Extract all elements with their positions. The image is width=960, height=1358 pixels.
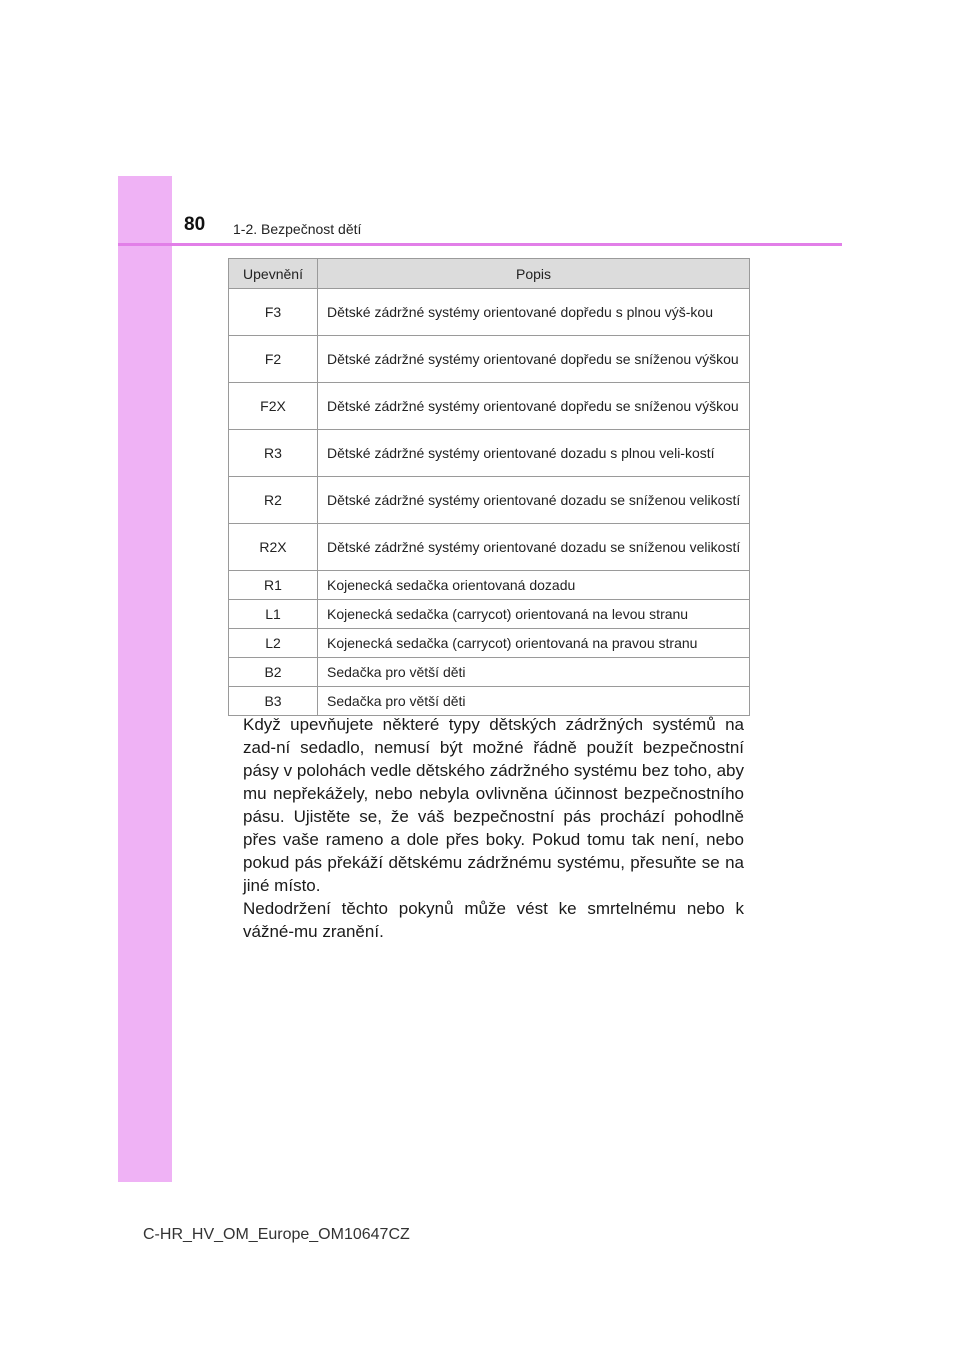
row-description: Dětské zádržné systémy orientované dozadu se sníženou velikostí bbox=[318, 524, 750, 571]
row-description: Kojenecká sedačka orientovaná dozadu bbox=[318, 571, 750, 600]
row-code: R1 bbox=[229, 571, 318, 600]
row-code: F2X bbox=[229, 383, 318, 430]
side-tab-band bbox=[118, 176, 172, 1182]
row-code: F3 bbox=[229, 289, 318, 336]
table-row bbox=[229, 383, 750, 430]
row-code: R2 bbox=[229, 477, 318, 524]
row-description: Dětské zádržné systémy orientované dopředu se sníženou výškou bbox=[318, 383, 750, 430]
table-row bbox=[229, 336, 750, 383]
row-description: Kojenecká sedačka (carrycot) orientovaná na levou stranu bbox=[318, 600, 750, 629]
note-paragraph: Když upevňujete některé typy dětských zádržných systémů na zad-ní sedadlo, nemusí být možné řádně použít bezpečnostní pásy v polohách vedle dětského zádržného systému bez toho, aby mu nepřekážely, nebo nebyla ovlivněna účinnost bezpečnostního pásu. Ujistěte se, že váš bezpečnostní pás prochází pohodlně přes vaše rameno a dole přes boky. Pokud tomu tak není, nebo pokud pás překáží dětskému zádržnému systému, přesuňte se na jiné místo. bbox=[243, 715, 744, 895]
table-row bbox=[229, 524, 750, 571]
footer-doc-code: C-HR_HV_OM_Europe_OM10647CZ bbox=[143, 1226, 410, 1243]
table-row bbox=[229, 477, 750, 524]
section-title: 1-2. Bezpečnost dětí bbox=[233, 221, 362, 237]
table-row bbox=[229, 629, 750, 658]
page-number: 80 bbox=[184, 214, 206, 235]
column-header-mounting: Upevnění bbox=[229, 259, 318, 289]
row-code: B3 bbox=[229, 687, 318, 716]
table-header-row bbox=[229, 259, 750, 289]
row-description: Dětské zádržné systémy orientované dopředu s plnou výš-kou bbox=[318, 289, 750, 336]
warning-note bbox=[243, 713, 744, 943]
row-code: L2 bbox=[229, 629, 318, 658]
restraint-type-table bbox=[228, 258, 750, 716]
table-row bbox=[229, 600, 750, 629]
table-row bbox=[229, 430, 750, 477]
table-row bbox=[229, 289, 750, 336]
row-description: Sedačka pro větší děti bbox=[318, 658, 750, 687]
row-description: Dětské zádržné systémy orientované dopředu se sníženou výškou bbox=[318, 336, 750, 383]
row-code: B2 bbox=[229, 658, 318, 687]
row-code: F2 bbox=[229, 336, 318, 383]
column-header-description: Popis bbox=[318, 259, 750, 289]
note-paragraph: Nedodržení těchto pokynů může vést ke smrtelnému nebo k vážné-mu zranění. bbox=[243, 899, 744, 941]
row-code: R3 bbox=[229, 430, 318, 477]
row-description: Kojenecká sedačka (carrycot) orientovaná na pravou stranu bbox=[318, 629, 750, 658]
table-row bbox=[229, 658, 750, 687]
header-rule bbox=[118, 243, 842, 246]
row-code: R2X bbox=[229, 524, 318, 571]
table-row bbox=[229, 687, 750, 716]
row-description: Sedačka pro větší děti bbox=[318, 687, 750, 716]
row-description: Dětské zádržné systémy orientované dozadu s plnou veli-kostí bbox=[318, 430, 750, 477]
table-row bbox=[229, 571, 750, 600]
row-description: Dětské zádržné systémy orientované dozadu se sníženou velikostí bbox=[318, 477, 750, 524]
row-code: L1 bbox=[229, 600, 318, 629]
